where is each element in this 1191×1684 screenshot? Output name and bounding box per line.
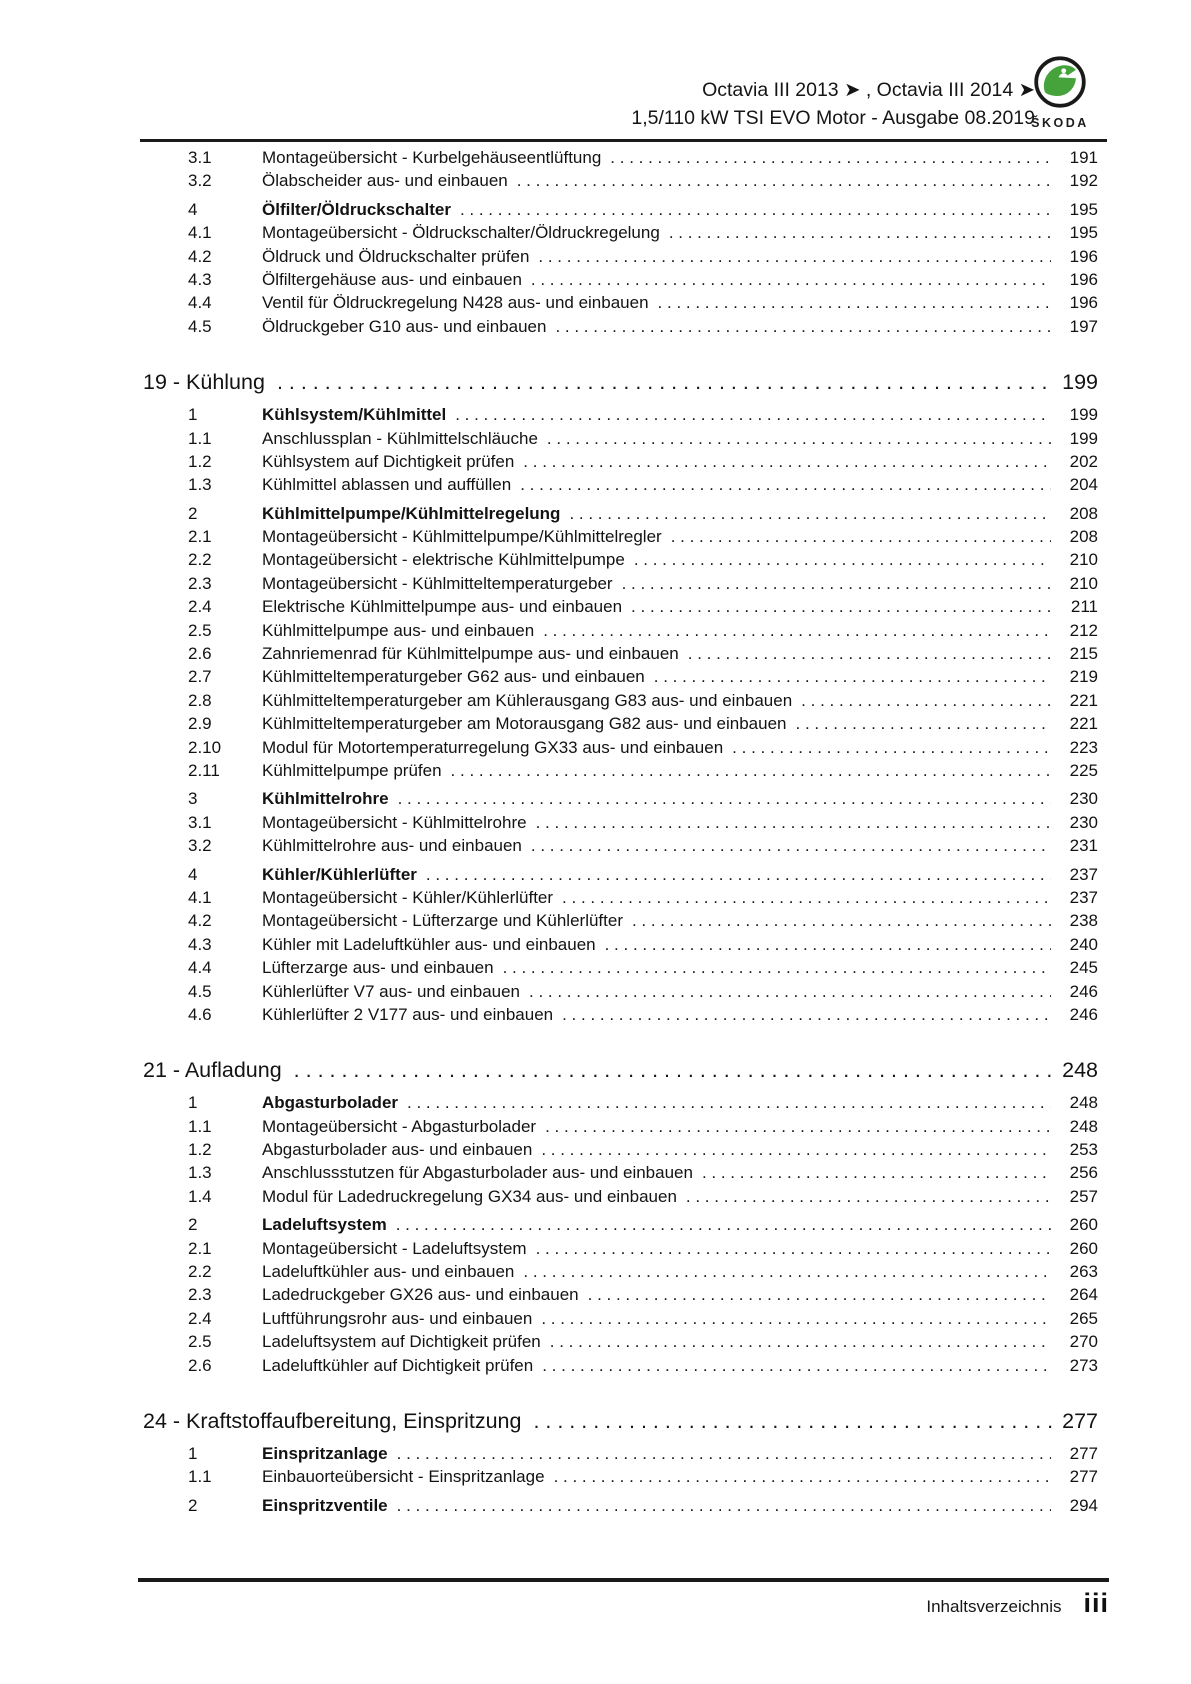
toc-entry <box>143 475 1098 498</box>
toc-entry-title: Kühler/Kühlerlüfter <box>262 864 417 884</box>
toc-entry <box>143 691 1098 714</box>
toc-entry-page: 223 <box>1069 737 1098 757</box>
toc-entry-title: Öldruck und Öldruckschalter prüfen <box>262 246 530 266</box>
toc-entry-page: 196 <box>1069 269 1098 289</box>
toc-entry-number: 4.5 <box>188 981 212 1001</box>
toc-entry-title: Kühlmittelpumpe aus- und einbauen <box>262 620 535 640</box>
toc-entry-number: 4.2 <box>188 246 212 266</box>
toc-entry-title: Ölfiltergehäuse aus- und einbauen <box>262 269 522 289</box>
footer-divider <box>138 1578 1109 1582</box>
toc-entry <box>143 550 1098 573</box>
toc-entry-page: 260 <box>1069 1238 1098 1258</box>
toc-entry-title: Einbauorteübersicht - Einspritzanlage <box>262 1467 545 1487</box>
toc-entry-number: 2.8 <box>188 690 212 710</box>
toc-entry-number: 4.3 <box>188 269 212 289</box>
toc-entry-number: 1.2 <box>188 1140 212 1160</box>
toc-entry-page: 277 <box>1069 1443 1098 1463</box>
dot-leader <box>451 761 1051 781</box>
toc-entry-title: Kühler mit Ladeluftkühler aus- und einbauen <box>262 934 596 954</box>
toc-entry <box>143 574 1098 597</box>
toc-entry-title: Modul für Ladedruckregelung GX34 aus- und einbauen <box>262 1186 677 1206</box>
toc-entry-page: 191 <box>1069 148 1098 167</box>
toc-entry <box>143 1005 1098 1028</box>
toc-entry-title: Modul für Motortemperaturregelung GX33 aus- und einbauen <box>262 737 724 757</box>
dot-leader <box>801 691 1051 711</box>
toc-entry-page: 263 <box>1069 1262 1098 1282</box>
dot-leader <box>569 504 1051 524</box>
toc-entry-number: 4.1 <box>188 887 212 907</box>
toc-entry-page: 248 <box>1069 1093 1098 1113</box>
toc-entry-title: Ladeluftkühler auf Dichtigkeit prüfen <box>262 1355 534 1375</box>
toc-entry <box>143 1187 1098 1210</box>
toc-entry-page: 256 <box>1069 1163 1098 1183</box>
toc-entry <box>143 1285 1098 1308</box>
header-engine-line: 1,5/110 kW TSI EVO Motor - Ausgabe 08.2019 <box>631 107 1035 129</box>
toc-entry-number: 4.1 <box>188 223 212 243</box>
dot-leader <box>294 1058 1054 1083</box>
toc-entry-page: 246 <box>1069 1004 1098 1024</box>
header-divider <box>140 139 1107 142</box>
toc-entry-page: 248 <box>1069 1116 1098 1136</box>
toc-entry-number: 2.1 <box>188 527 212 547</box>
toc-entry <box>143 1262 1098 1285</box>
toc-chapter-page: 248 <box>1062 1058 1098 1083</box>
toc-entry <box>143 935 1098 958</box>
toc-entry-title: Ladeluftsystem <box>262 1215 387 1235</box>
dot-leader <box>397 1444 1051 1464</box>
dot-leader <box>533 1409 1054 1434</box>
toc-entry-page: 195 <box>1069 199 1098 219</box>
toc-entry-number: 1 <box>188 1093 198 1113</box>
dot-leader <box>398 789 1051 809</box>
toc-entry-page: 210 <box>1069 550 1098 570</box>
toc-entry-page: 221 <box>1069 690 1098 710</box>
toc-entry-page: 215 <box>1069 644 1098 664</box>
toc-entry-title: Anschlussstutzen für Abgasturbolader aus- und einbauen <box>262 1163 693 1183</box>
toc-entry-title: Öldruckgeber G10 aus- und einbauen <box>262 316 547 336</box>
toc-entry-page: 221 <box>1069 714 1098 734</box>
toc-entry <box>143 171 1098 194</box>
toc-entry-page: 199 <box>1069 405 1098 425</box>
toc-entry-page: 240 <box>1069 934 1098 954</box>
toc-entry-page: 245 <box>1069 958 1098 978</box>
toc-entry-title: Abgasturbolader aus- und einbauen <box>262 1140 533 1160</box>
dot-leader <box>562 1005 1051 1025</box>
toc-entry-page: 199 <box>1069 428 1098 448</box>
page-footer <box>926 1588 1109 1619</box>
toc-entry-number: 2.9 <box>188 714 212 734</box>
toc-entry-page: 277 <box>1069 1467 1098 1487</box>
toc-entry-number: 2 <box>188 503 198 523</box>
skoda-logo <box>1030 54 1090 130</box>
dot-leader <box>277 370 1054 395</box>
toc-entry-number: 1.4 <box>188 1186 212 1206</box>
toc-entry-number: 1.1 <box>188 428 212 448</box>
footer-page-number: iii <box>1083 1588 1109 1618</box>
toc-entry <box>143 667 1098 690</box>
toc-entry <box>143 148 1098 171</box>
dot-leader <box>531 836 1051 856</box>
toc-entry-page: 264 <box>1069 1285 1098 1305</box>
toc-entry <box>143 1444 1098 1467</box>
toc-entry <box>143 200 1098 223</box>
toc-entry-page: 210 <box>1069 573 1098 593</box>
dot-leader <box>622 574 1051 594</box>
toc-entry-number: 3.2 <box>188 836 212 856</box>
dot-leader <box>538 247 1051 267</box>
toc-entry-number: 2.2 <box>188 550 212 570</box>
toc-entry-number: 4.5 <box>188 316 212 336</box>
toc-entry-title: Montageübersicht - Kühlmittelrohre <box>262 812 527 832</box>
toc-group <box>143 1409 1098 1519</box>
toc-entry-page: 257 <box>1069 1186 1098 1206</box>
dot-leader <box>460 200 1051 220</box>
dot-leader <box>541 1140 1051 1160</box>
toc-entry-title: Kühlsystem auf Dichtigkeit prüfen <box>262 451 515 471</box>
toc-entry-title: Ölfilter/Öldruckschalter <box>262 199 451 219</box>
dot-leader <box>520 475 1051 495</box>
toc-entry-number: 2.5 <box>188 1332 212 1352</box>
toc-entry-title: Einspritzanlage <box>262 1443 388 1463</box>
toc-chapter-page: 277 <box>1062 1408 1098 1433</box>
toc-entry-title: Kühlmittelpumpe prüfen <box>262 760 442 780</box>
dot-leader <box>531 270 1051 290</box>
toc-entry-number: 3 <box>188 789 198 809</box>
toc-entry-page: 246 <box>1069 981 1098 1001</box>
toc-entry <box>143 644 1098 667</box>
toc-entry-title: Montageübersicht - Öldruckschalter/Öldruckregelung <box>262 223 660 243</box>
toc-entry-number: 2.1 <box>188 1238 212 1258</box>
dot-leader <box>396 1215 1051 1235</box>
toc-entry-number: 2.10 <box>188 737 222 757</box>
toc-entry-page: 294 <box>1069 1495 1098 1515</box>
dot-leader <box>536 1239 1051 1259</box>
toc-entry-number: 2.4 <box>188 1308 212 1328</box>
dot-leader <box>407 1093 1051 1113</box>
toc-group <box>143 370 1098 1028</box>
dot-leader <box>686 1187 1051 1207</box>
toc-entry <box>143 813 1098 836</box>
toc-entry-title: Montageübersicht - Ladeluftsystem <box>262 1238 527 1258</box>
toc-entry <box>143 1467 1098 1490</box>
toc-entry <box>143 738 1098 761</box>
toc-entry-page: 270 <box>1069 1332 1098 1352</box>
toc-entry <box>143 714 1098 737</box>
toc-entry <box>143 1496 1098 1519</box>
page-header <box>631 76 1035 132</box>
toc-entry-number: 2.6 <box>188 644 212 664</box>
skoda-winged-arrow-icon <box>1032 54 1088 110</box>
toc-entry <box>143 761 1098 784</box>
toc-entry <box>143 270 1098 293</box>
dot-leader <box>523 1262 1051 1282</box>
toc-entry-page: 253 <box>1069 1140 1098 1160</box>
toc-entry-page: 230 <box>1069 789 1098 809</box>
dot-leader <box>671 527 1051 547</box>
toc-entry-title: Kühlmittelpumpe/Kühlmittelregelung <box>262 503 561 523</box>
toc-entry-page: 202 <box>1069 451 1098 471</box>
toc-entry-title: Ventil für Öldruckregelung N428 aus- und einbauen <box>262 293 649 313</box>
toc-entry-number: 2.6 <box>188 1355 212 1375</box>
dot-leader <box>523 452 1051 472</box>
toc-entry-title: Elektrische Kühlmittelpumpe aus- und einbauen <box>262 597 623 617</box>
toc-group <box>143 1058 1098 1379</box>
toc-entry <box>143 958 1098 981</box>
toc-entry-page: 211 <box>1070 597 1098 617</box>
toc-entry <box>143 1140 1098 1163</box>
toc-entry-number: 4.4 <box>188 958 212 978</box>
toc-entry-number: 2.3 <box>188 573 212 593</box>
toc-entry <box>143 836 1098 859</box>
toc-entry <box>143 1332 1098 1355</box>
toc-entry-title: Einspritzventile <box>262 1495 388 1515</box>
toc-entry-number: 3.1 <box>188 148 212 167</box>
toc-entry <box>143 452 1098 475</box>
dot-leader <box>547 429 1051 449</box>
toc-entry-page: 225 <box>1069 760 1098 780</box>
toc-chapter-row <box>143 1058 1098 1086</box>
dot-leader <box>455 405 1051 425</box>
toc-entry-number: 1.3 <box>188 1163 212 1183</box>
toc-entry <box>143 527 1098 550</box>
toc-entry-page: 208 <box>1069 503 1098 523</box>
toc-entry-number: 4 <box>188 864 198 884</box>
toc-entry-page: 238 <box>1069 911 1098 931</box>
dot-leader <box>605 935 1051 955</box>
toc-chapter-row <box>143 1409 1098 1437</box>
toc-entry-title: Ladedruckgeber GX26 aus- und einbauen <box>262 1285 579 1305</box>
dot-leader <box>632 911 1051 931</box>
toc-entry-title: Lüfterzarge aus- und einbauen <box>262 958 494 978</box>
dot-leader <box>658 293 1051 313</box>
toc-entry-title: Kühlmitteltemperaturgeber am Kühlerausgang G83 aus- und einbauen <box>262 690 793 710</box>
toc-entry <box>143 1215 1098 1238</box>
toc-entry-title: Kühlmitteltemperaturgeber G62 aus- und einbauen <box>262 667 645 687</box>
toc-entry-page: 273 <box>1069 1355 1098 1375</box>
dot-leader <box>397 1496 1051 1516</box>
toc-entry-title: Montageübersicht - Kühlmitteltemperaturgeber <box>262 573 613 593</box>
toc-entry-number: 2.3 <box>188 1285 212 1305</box>
toc-entry-number: 1.2 <box>188 451 212 471</box>
toc-entry-page: 231 <box>1069 836 1098 856</box>
toc-entry-number: 3.2 <box>188 171 212 191</box>
toc-entry-title: Kühlmittelrohre <box>262 789 389 809</box>
toc-entry <box>143 504 1098 527</box>
toc-entry-title: Ladeluftsystem auf Dichtigkeit prüfen <box>262 1332 541 1352</box>
toc-entry-number: 1 <box>188 1443 198 1463</box>
toc-chapter-label: 21 - Aufladung <box>143 1058 282 1083</box>
toc-entry-page: 230 <box>1069 812 1098 832</box>
toc-entry <box>143 1309 1098 1332</box>
toc-entry <box>143 888 1098 911</box>
toc-entry <box>143 317 1098 340</box>
toc-entry-title: Montageübersicht - Lüfterzarge und Kühlerlüfter <box>262 911 623 931</box>
toc-entry <box>143 1093 1098 1116</box>
dot-leader <box>631 597 1051 617</box>
toc-entry-title: Anschlussplan - Kühlmittelschläuche <box>262 428 538 448</box>
dot-leader <box>529 982 1051 1002</box>
toc-entry-number: 4.3 <box>188 934 212 954</box>
toc-entry <box>143 911 1098 934</box>
toc-entry <box>143 429 1098 452</box>
toc-entry-page: 237 <box>1069 887 1098 907</box>
toc-entry-number: 2 <box>188 1215 198 1235</box>
toc-entry-title: Kühlerlüfter V7 aus- und einbauen <box>262 981 521 1001</box>
dot-leader <box>654 667 1051 687</box>
toc-entry-title: Abgasturbolader <box>262 1093 399 1113</box>
dot-leader <box>541 1309 1051 1329</box>
toc-entry-title: Kühlmittel ablassen und auffüllen <box>262 475 512 495</box>
toc-entry-title: Montageübersicht - Kühlmittelpumpe/Kühlmittelregler <box>262 527 662 547</box>
toc-entry-page: 237 <box>1069 864 1098 884</box>
toc-entry-page: 212 <box>1069 620 1098 640</box>
dot-leader <box>545 1117 1051 1137</box>
dot-leader <box>669 223 1051 243</box>
toc-entry-title: Montageübersicht - Kurbelgehäuseentlüftung <box>262 148 602 167</box>
dot-leader <box>702 1163 1051 1183</box>
toc-entry-number: 2.7 <box>188 667 212 687</box>
skoda-wordmark: ŠKODA <box>1031 116 1089 130</box>
toc-group <box>143 148 1098 340</box>
toc-entry-number: 3.1 <box>188 812 212 832</box>
toc-entry-number: 2 <box>188 1495 198 1515</box>
toc-entry-page: 219 <box>1069 667 1098 687</box>
dot-leader <box>610 148 1051 168</box>
dot-leader <box>554 1467 1051 1487</box>
dot-leader <box>634 550 1051 570</box>
toc-entry-number: 1.1 <box>188 1467 212 1487</box>
toc-entry <box>143 405 1098 428</box>
toc-chapter-label: 24 - Kraftstoffaufbereitung, Einspritzung <box>143 1408 522 1433</box>
toc-entry-title: Ölabscheider aus- und einbauen <box>262 171 508 191</box>
dot-leader <box>588 1285 1051 1305</box>
toc-entry-title: Montageübersicht - Kühler/Kühlerlüfter <box>262 887 554 907</box>
header-model-line: Octavia III 2013 ➤ , Octavia III 2014 ➤ <box>702 79 1035 101</box>
toc-entry-number: 2.4 <box>188 597 212 617</box>
toc-entry-number: 4.2 <box>188 911 212 931</box>
toc-entry-number: 2.2 <box>188 1262 212 1282</box>
dot-leader <box>517 171 1051 191</box>
dot-leader <box>503 958 1051 978</box>
toc-entry <box>143 1356 1098 1379</box>
toc-entry-title: Ladeluftkühler aus- und einbauen <box>262 1262 515 1282</box>
toc-entry <box>143 1117 1098 1140</box>
toc-chapter-row <box>143 370 1098 398</box>
dot-leader <box>688 644 1051 664</box>
toc-entry-title: Montageübersicht - Abgasturbolader <box>262 1116 537 1136</box>
toc-entry-page: 260 <box>1069 1215 1098 1235</box>
toc <box>143 148 1098 1519</box>
toc-entry-title: Zahnriemenrad für Kühlmittelpumpe aus- und einbauen <box>262 644 679 664</box>
toc-entry-number: 4.6 <box>188 1004 212 1024</box>
toc-entry <box>143 247 1098 270</box>
toc-entry <box>143 982 1098 1005</box>
toc-entry-page: 196 <box>1069 246 1098 266</box>
dot-leader <box>562 888 1051 908</box>
toc-chapter-page: 199 <box>1062 370 1098 395</box>
dot-leader <box>543 621 1051 641</box>
toc-entry-number: 1.3 <box>188 475 212 495</box>
toc-entry <box>143 1239 1098 1262</box>
toc-entry-title: Kühlmitteltemperaturgeber am Motorausgang G82 aus- und einbauen <box>262 714 787 734</box>
dot-leader <box>542 1356 1051 1376</box>
toc-entry-title: Kühlsystem/Kühlmittel <box>262 405 447 425</box>
toc-chapter-label: 19 - Kühlung <box>143 370 265 395</box>
toc-entry-number: 1.1 <box>188 1116 212 1136</box>
toc-entry <box>143 1163 1098 1186</box>
toc-entry-number: 4.4 <box>188 293 212 313</box>
toc-entry <box>143 223 1098 246</box>
toc-entry-title: Luftführungsrohr aus- und einbauen <box>262 1308 533 1328</box>
toc-entry-page: 196 <box>1069 293 1098 313</box>
toc-entry-page: 197 <box>1069 316 1098 336</box>
toc-entry-page: 204 <box>1069 475 1098 495</box>
toc-entry-number: 1 <box>188 405 198 425</box>
toc-entry-number: 2.11 <box>188 760 220 780</box>
toc-entry <box>143 597 1098 620</box>
toc-entry-page: 208 <box>1069 527 1098 547</box>
toc-entry-title: Kühlerlüfter 2 V177 aus- und einbauen <box>262 1004 554 1024</box>
dot-leader <box>555 317 1051 337</box>
toc-entry <box>143 621 1098 644</box>
toc-entry <box>143 789 1098 812</box>
toc-entry-page: 192 <box>1069 171 1098 191</box>
toc-entry-number: 4 <box>188 199 198 219</box>
toc-entry-number: 2.5 <box>188 620 212 640</box>
dot-leader <box>426 865 1051 885</box>
footer-section-label: Inhaltsverzeichnis <box>926 1597 1062 1616</box>
toc-entry-title: Montageübersicht - elektrische Kühlmittelpumpe <box>262 550 625 570</box>
dot-leader <box>536 813 1051 833</box>
toc-entry-page: 195 <box>1069 223 1098 243</box>
dot-leader <box>732 738 1051 758</box>
toc-entry <box>143 293 1098 316</box>
toc-entry <box>143 865 1098 888</box>
dot-leader <box>796 714 1052 734</box>
toc-entry-page: 265 <box>1069 1308 1098 1328</box>
toc-entry-title: Kühlmittelrohre aus- und einbauen <box>262 836 522 856</box>
dot-leader <box>550 1332 1051 1352</box>
